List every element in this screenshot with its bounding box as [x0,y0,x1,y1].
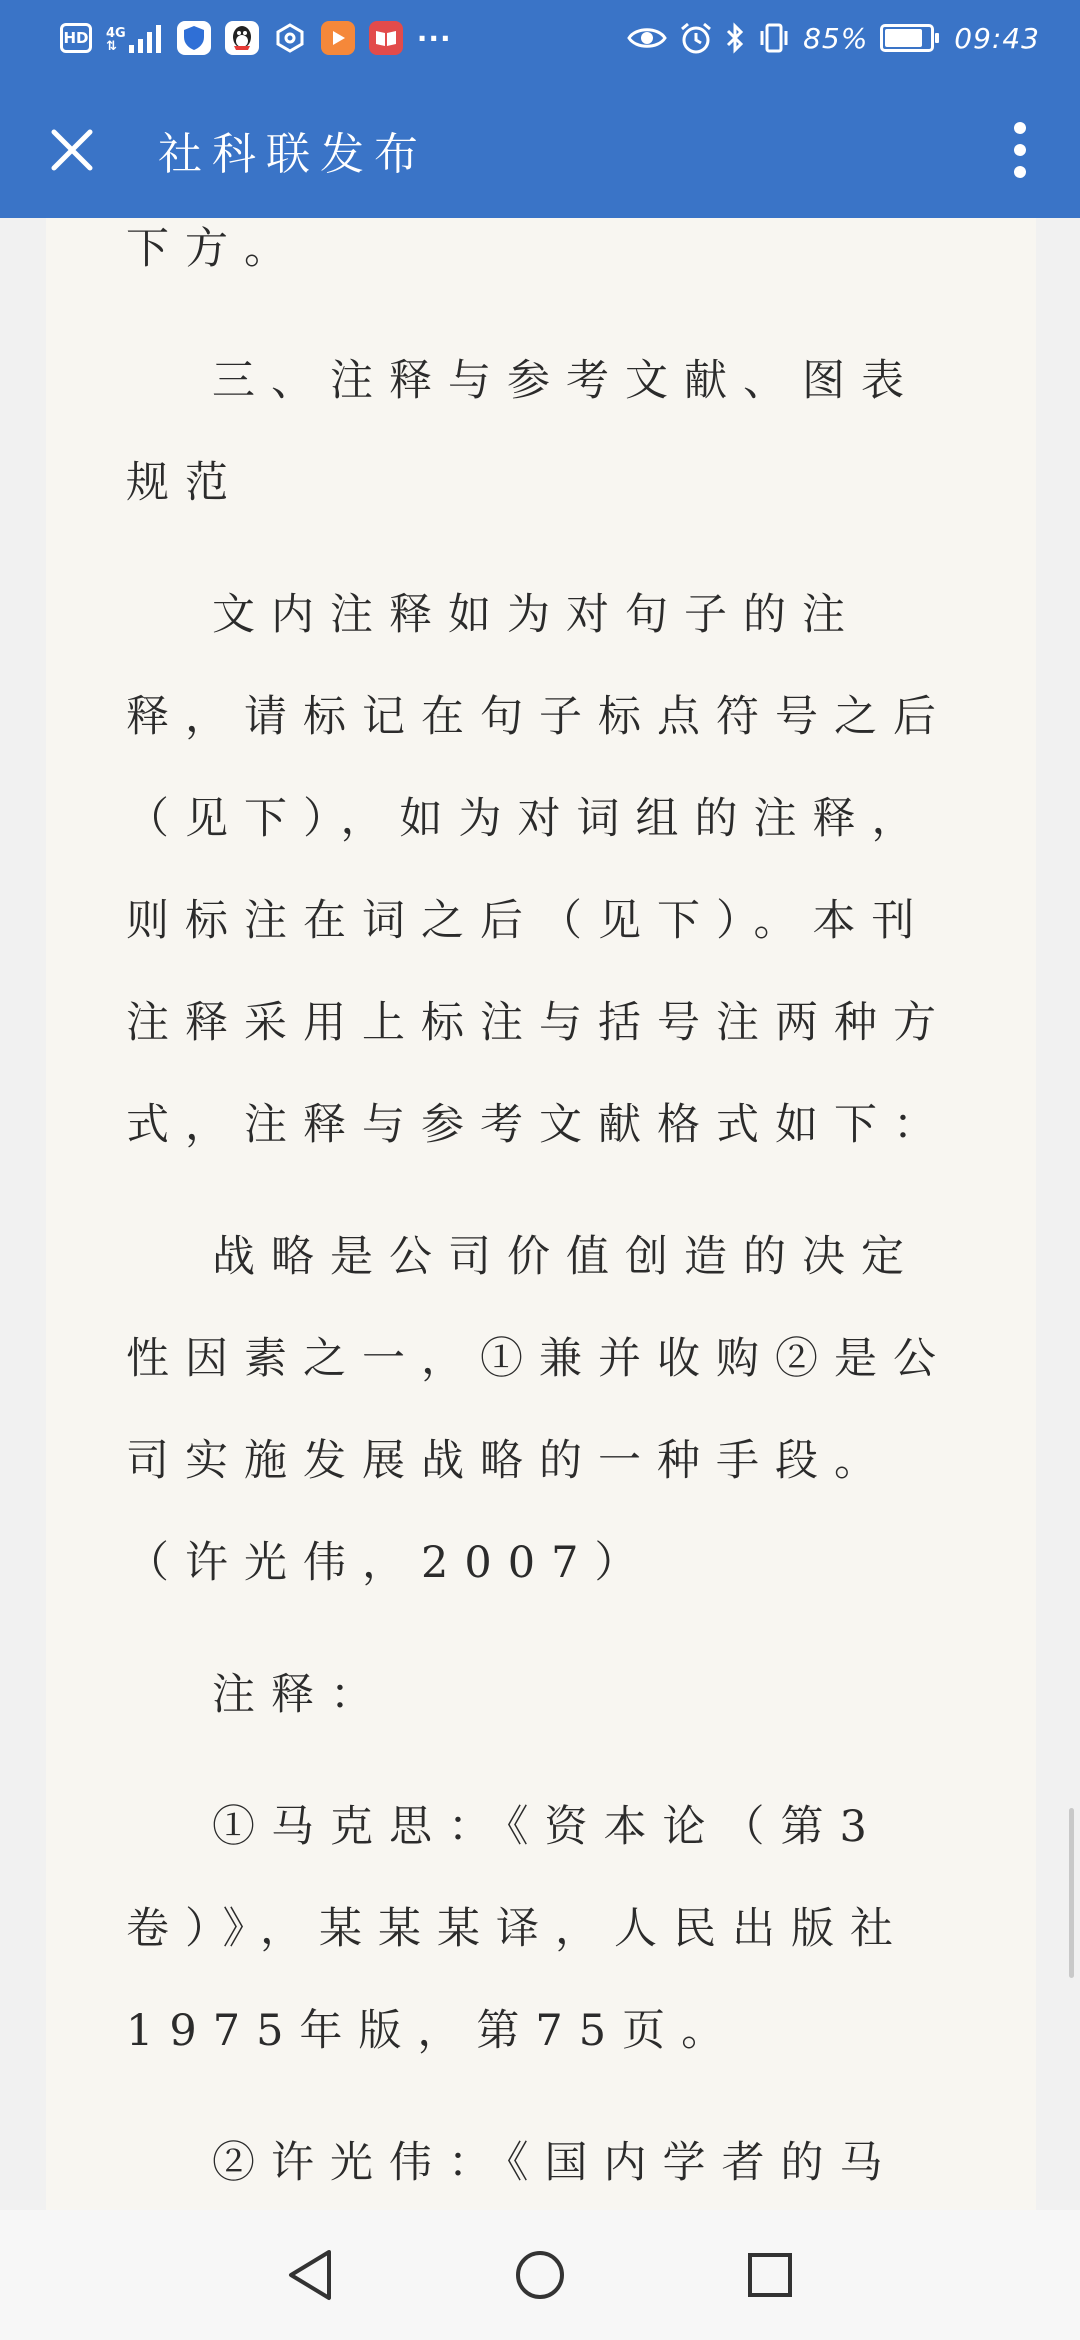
alarm-icon [679,21,713,55]
signal-strength-icon [129,23,163,53]
battery-icon [880,24,934,52]
data-arrows-icon: ⇅ [106,39,117,54]
home-button[interactable] [500,2235,580,2315]
note-item-1: ①马克思：《资本论（第3卷）》，某某某译，人民出版社1975年版，第75页。 [126,1802,909,2056]
app-bar [0,78,1080,218]
recents-button[interactable] [730,2235,810,2315]
status-bar-right [627,18,1040,58]
vibrate-icon [757,22,791,54]
section-heading: 三、注释与参考文献、图表规范 [126,356,920,508]
hexagon-app-icon [273,21,307,55]
close-icon [48,126,96,174]
network-type-label: 4G [106,26,126,41]
scrollbar[interactable] [1069,1808,1074,1978]
hd-badge: HD [60,23,92,53]
more-options-button[interactable] [990,116,1050,184]
battery-level-fill [885,29,922,47]
vertical-dots-icon [1012,120,1028,180]
close-button[interactable] [36,114,108,186]
home-circle-icon [513,2248,567,2302]
paragraph-example: 战略是公司价值创造的决定性因素之一，①兼并收购②是公司实施发展战略的一种手段。（许光伟，2007） [126,1232,952,1588]
battery-percent: 85% [803,21,869,55]
back-triangle-icon [285,2248,335,2302]
bluetooth-icon [725,22,745,54]
qq-app-icon [225,21,259,55]
clock-time: 09:43 [954,21,1040,55]
status-bar-left [60,18,452,58]
play-app-icon [321,21,355,55]
signal-indicator [106,23,163,53]
content-area[interactable] [0,218,1080,2210]
more-notifications-label: ··· [416,21,452,55]
page-title: 社科联发布 [158,129,428,180]
eye-icon [627,25,667,51]
book-app-icon [369,21,403,55]
status-bar [0,0,1080,78]
navigation-bar [0,2210,1080,2340]
shield-app-icon [177,21,211,55]
note-item-2: ②许光伟：《国内学者的马 [212,2138,899,2188]
recents-square-icon [745,2250,795,2300]
back-button[interactable] [270,2235,350,2315]
paragraph-continuation: 下方。 [126,224,303,274]
article-body [126,218,966,2210]
notes-label: 注释： [212,1670,389,1720]
paragraph-annotation-rules: 文内注释如为对句子的注释，请标记在句子标点符号之后（见下），如为对词组的注释，则标注在词之后（见下）。本刊注释采用上标注与括号注两种方式，注释与参考文献格式如下： [126,590,952,1150]
article-paper [46,218,1036,2210]
